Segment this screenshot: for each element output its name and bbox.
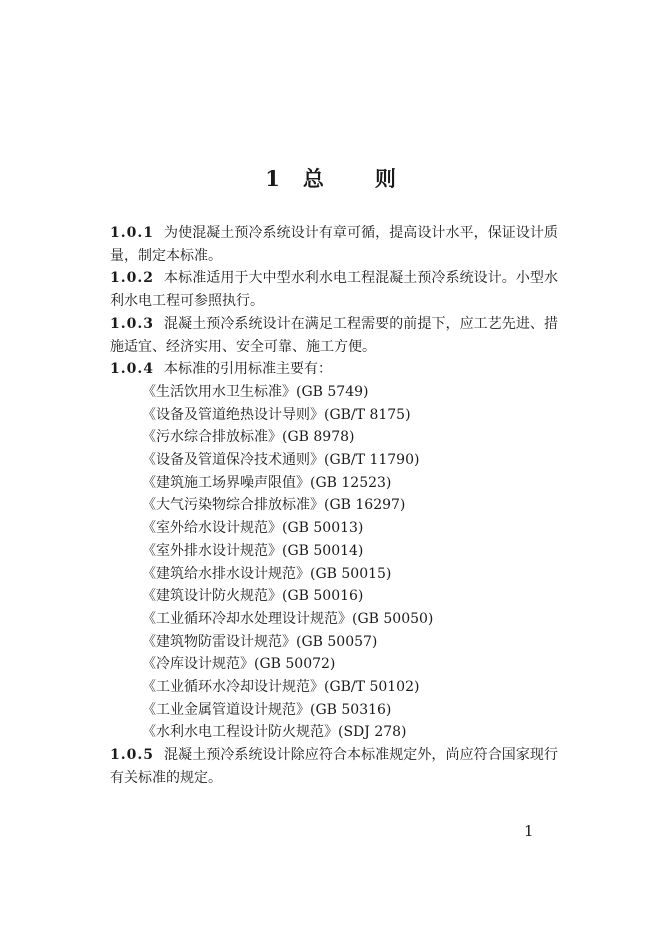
reference-item: 《建筑给水排水设计规范》(GB 50015) [142, 565, 392, 582]
reference-item: 《建筑物防雷设计规范》(GB 50057) [142, 633, 378, 650]
clause-1-0-4 [110, 358, 558, 381]
clause-text: 本标准的引用标准主要有： [163, 361, 332, 378]
reference-item: 《室外给水设计规范》(GB 50013) [142, 520, 364, 537]
clause-text: 混凝土预冷系统设计除应符合本标准规定外，尚应符合国家现行有关标准的规定。 [110, 747, 558, 786]
reference-item: 《污水综合排放标准》(GB 8978) [142, 429, 355, 446]
clause-number: 1.0.2 [110, 270, 154, 287]
clause-number: 1.0.3 [110, 315, 154, 332]
chapter-body [110, 222, 558, 790]
reference-item: 《设备及管道保冷技术通则》(GB/T 11790) [142, 452, 420, 469]
clause-number: 1.0.5 [110, 747, 154, 764]
clause-text: 为使混凝土预冷系统设计有章可循，提高设计水平，保证设计质量，制定本标准。 [110, 225, 558, 264]
referenced-standards-list [110, 381, 558, 744]
reference-item: 《生活饮用水卫生标准》(GB 5749) [142, 383, 369, 400]
chapter-title [0, 163, 662, 193]
chapter-title-char-1: 总 [302, 166, 325, 191]
reference-item: 《工业循环水冷却设计规范》(GB/T 50102) [142, 679, 420, 696]
reference-item: 《设备及管道绝热设计导则》(GB/T 8175) [142, 406, 411, 423]
reference-item: 《建筑施工场界噪声限值》(GB 12523) [142, 474, 392, 491]
clause-1-0-3 [110, 313, 558, 358]
reference-item: 《工业循环冷却水处理设计规范》(GB 50050) [142, 610, 434, 627]
clause-1-0-2 [110, 267, 558, 312]
clause-text: 混凝土预冷系统设计在满足工程需要的前提下，应工艺先进、措施适宜、经济实用、安全可靠、施工方便。 [110, 315, 558, 355]
clause-1-0-1 [110, 222, 558, 267]
clause-number: 1.0.4 [110, 361, 154, 378]
reference-item: 《冷库设计规范》(GB 50072) [142, 656, 336, 673]
reference-item: 《室外排水设计规范》(GB 50014) [142, 542, 364, 559]
clause-1-0-5 [110, 744, 558, 789]
reference-item: 《水利水电工程设计防火规范》(SDJ 278) [142, 724, 407, 741]
reference-item: 《建筑设计防火规范》(GB 50016) [142, 588, 364, 605]
chapter-number: 1 [265, 166, 281, 191]
reference-item: 《工业金属管道设计规范》(GB 50316) [142, 701, 392, 718]
reference-item: 《大气污染物综合排放标准》(GB 16297) [142, 497, 406, 514]
chapter-title-char-2: 则 [374, 166, 397, 191]
clause-text: 本标准适用于大中型水利水电工程混凝土预冷系统设计。小型水利水电工程可参照执行。 [110, 270, 558, 310]
page-number: 1 [524, 822, 534, 840]
clause-number: 1.0.1 [110, 225, 154, 241]
